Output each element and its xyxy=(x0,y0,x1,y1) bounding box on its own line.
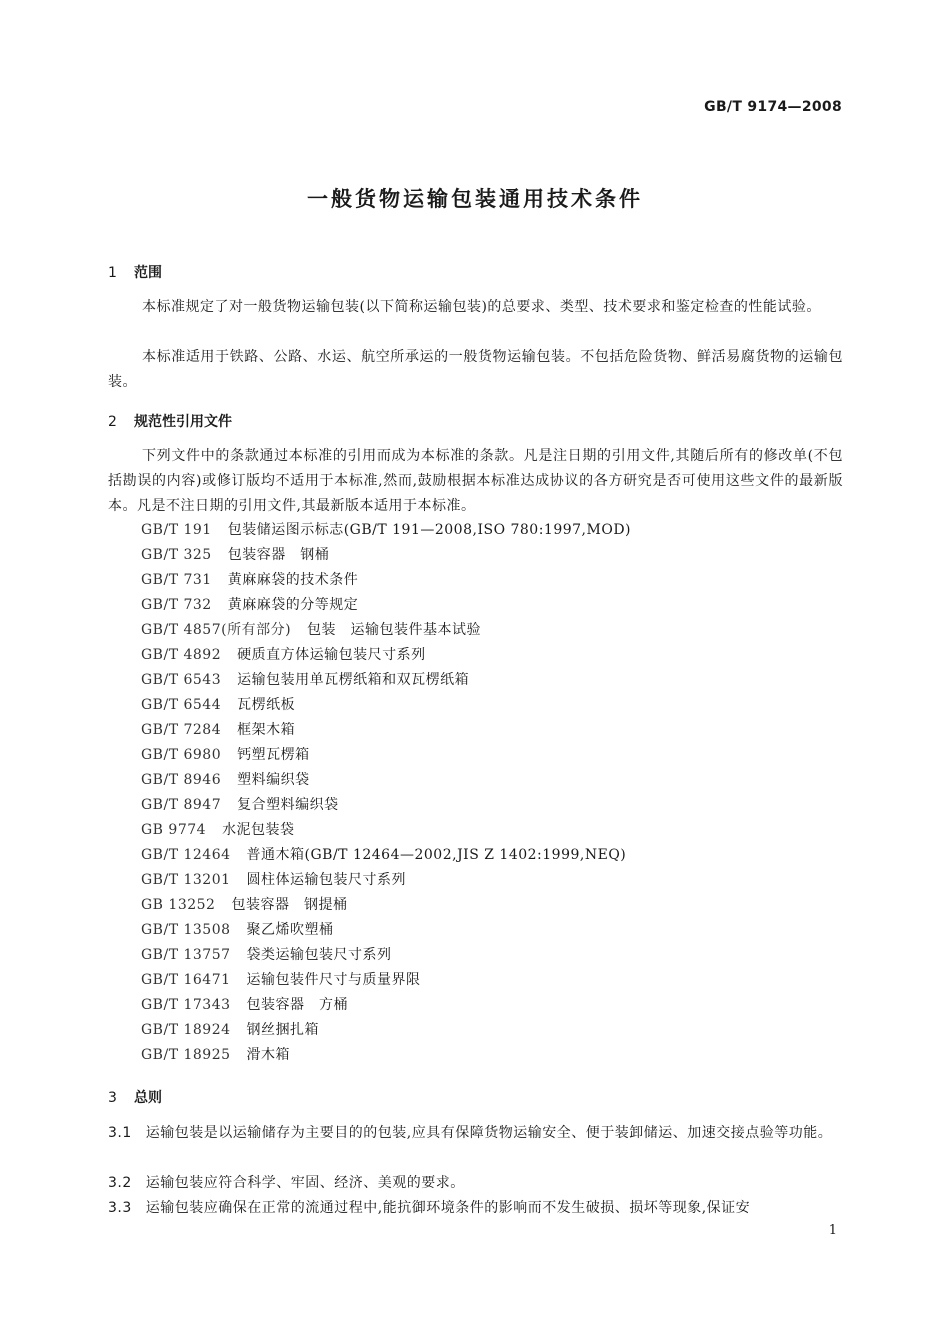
reference-item xyxy=(141,593,631,618)
reference-item xyxy=(141,618,631,643)
reference-item xyxy=(141,1043,631,1068)
page-number: 1 xyxy=(828,1223,837,1238)
reference-code: GB/T 13201 xyxy=(141,872,231,888)
document-title: 一般货物运输包装通用技术条件 xyxy=(307,187,643,211)
reference-item xyxy=(141,993,631,1018)
section-2-para-1: 下列文件中的条款通过本标准的引用而成为本标准的条款。凡是注日期的引用文件,其随后所有的修改单(不包括勘误的内容)或修订版均不适用于本标准,然而,鼓励根据本标准达成协议的各方研究是否可使用这些文件的最新版本。凡是不注日期的引用文件,其最新版本适用于本标准。 xyxy=(108,448,843,514)
reference-list xyxy=(141,518,631,1068)
clause-3-3 xyxy=(108,1196,843,1221)
reference-code: GB/T 13757 xyxy=(141,947,231,963)
reference-code: GB/T 18925 xyxy=(141,1047,231,1063)
reference-item xyxy=(141,893,631,918)
reference-code: GB/T 7284 xyxy=(141,722,222,738)
reference-code: GB/T 12464 xyxy=(141,847,231,863)
reference-code: GB/T 16471 xyxy=(141,972,231,988)
reference-title: 框架木箱 xyxy=(237,722,296,738)
reference-title: 包装容器 钢桶 xyxy=(227,547,330,563)
reference-title: 滑木箱 xyxy=(246,1047,291,1063)
reference-code: GB/T 731 xyxy=(141,572,212,588)
reference-title: 钙塑瓦楞箱 xyxy=(237,747,310,763)
reference-title: 运输包装件尺寸与质量界限 xyxy=(246,972,421,988)
reference-code: GB/T 6980 xyxy=(141,747,222,763)
clause-3-2 xyxy=(108,1171,843,1196)
reference-item xyxy=(141,743,631,768)
section-3-heading xyxy=(108,1087,162,1107)
section-2-heading xyxy=(108,411,232,431)
reference-item xyxy=(141,843,631,868)
reference-item xyxy=(141,518,631,543)
reference-title: 圆柱体运输包装尺寸系列 xyxy=(246,872,407,888)
clause-3-1 xyxy=(108,1121,843,1146)
reference-item xyxy=(141,768,631,793)
clause-text: 运输包装应符合科学、牢固、经济、美观的要求。 xyxy=(145,1175,465,1191)
reference-title: 包装 运输包装件基本试验 xyxy=(307,622,482,638)
section-number: 2 xyxy=(108,414,117,430)
reference-item xyxy=(141,693,631,718)
reference-code: GB/T 6543 xyxy=(141,672,222,688)
reference-title: 包装容器 方桶 xyxy=(246,997,349,1013)
reference-title: 复合塑料编织袋 xyxy=(237,797,339,813)
reference-code: GB/T 8947 xyxy=(141,797,222,813)
section-1-para-2: 本标准适用于铁路、公路、水运、航空所承运的一般货物运输包装。不包括危险货物、鲜活易腐货物的运输包装。 xyxy=(108,349,843,390)
reference-title: 普通木箱(GB/T 12464—2002,JIS Z 1402:1999,NEQ) xyxy=(246,847,627,863)
reference-item xyxy=(141,793,631,818)
reference-item xyxy=(141,643,631,668)
reference-item xyxy=(141,718,631,743)
reference-title: 塑料编织袋 xyxy=(237,772,310,788)
clause-number: 3.2 xyxy=(108,1175,132,1191)
reference-code: GB/T 8946 xyxy=(141,772,222,788)
section-title: 规范性引用文件 xyxy=(134,414,232,430)
reference-code: GB/T 18924 xyxy=(141,1022,231,1038)
reference-title: 水泥包装袋 xyxy=(222,822,295,838)
reference-title: 包装储运图示标志(GB/T 191—2008,ISO 780:1997,MOD) xyxy=(227,522,632,538)
reference-item xyxy=(141,918,631,943)
reference-code: GB/T 191 xyxy=(141,522,212,538)
reference-title: 硬质直方体运输包装尺寸系列 xyxy=(237,647,426,663)
clause-number: 3.1 xyxy=(108,1125,132,1141)
reference-item xyxy=(141,818,631,843)
reference-title: 钢丝捆扎箱 xyxy=(246,1022,320,1038)
clause-text: 运输包装是以运输储存为主要目的的包装,应具有保障货物运输安全、便于装卸储运、加速交接点验等功能。 xyxy=(145,1125,833,1141)
clause-number: 3.3 xyxy=(108,1200,132,1216)
clause-text: 运输包装应确保在正常的流通过程中,能抗御环境条件的影响而不发生破损、损坏等现象,保证安 xyxy=(145,1200,751,1216)
reference-code: GB/T 4857(所有部分) xyxy=(141,622,292,638)
reference-code: GB/T 4892 xyxy=(141,647,222,663)
reference-item xyxy=(141,668,631,693)
reference-title: 黄麻麻袋的分等规定 xyxy=(227,597,359,613)
section-number: 1 xyxy=(108,265,117,281)
reference-title: 瓦楞纸板 xyxy=(237,697,296,713)
reference-code: GB 9774 xyxy=(141,822,207,838)
reference-code: GB 13252 xyxy=(141,897,216,913)
section-title: 总则 xyxy=(134,1090,162,1106)
reference-item xyxy=(141,868,631,893)
reference-title: 聚乙烯吹塑桶 xyxy=(246,922,334,938)
reference-code: GB/T 732 xyxy=(141,597,212,613)
section-1-para-1: 本标准规定了对一般货物运输包装(以下简称运输包装)的总要求、类型、技术要求和鉴定检查的性能试验。 xyxy=(142,299,821,315)
standard-code: GB/T 9174—2008 xyxy=(704,99,842,115)
reference-item xyxy=(141,1018,631,1043)
reference-title: 包装容器 钢提桶 xyxy=(231,897,348,913)
reference-item xyxy=(141,968,631,993)
reference-item xyxy=(141,943,631,968)
reference-title: 黄麻麻袋的技术条件 xyxy=(227,572,359,588)
reference-code: GB/T 6544 xyxy=(141,697,222,713)
reference-code: GB/T 325 xyxy=(141,547,212,563)
reference-code: GB/T 13508 xyxy=(141,922,231,938)
reference-title: 袋类运输包装尺寸系列 xyxy=(246,947,392,963)
reference-title: 运输包装用单瓦楞纸箱和双瓦楞纸箱 xyxy=(237,672,470,688)
reference-code: GB/T 17343 xyxy=(141,997,231,1013)
section-1-heading xyxy=(108,262,162,282)
reference-item xyxy=(141,568,631,593)
section-number: 3 xyxy=(108,1090,117,1106)
reference-item xyxy=(141,543,631,568)
section-title: 范围 xyxy=(134,265,162,281)
